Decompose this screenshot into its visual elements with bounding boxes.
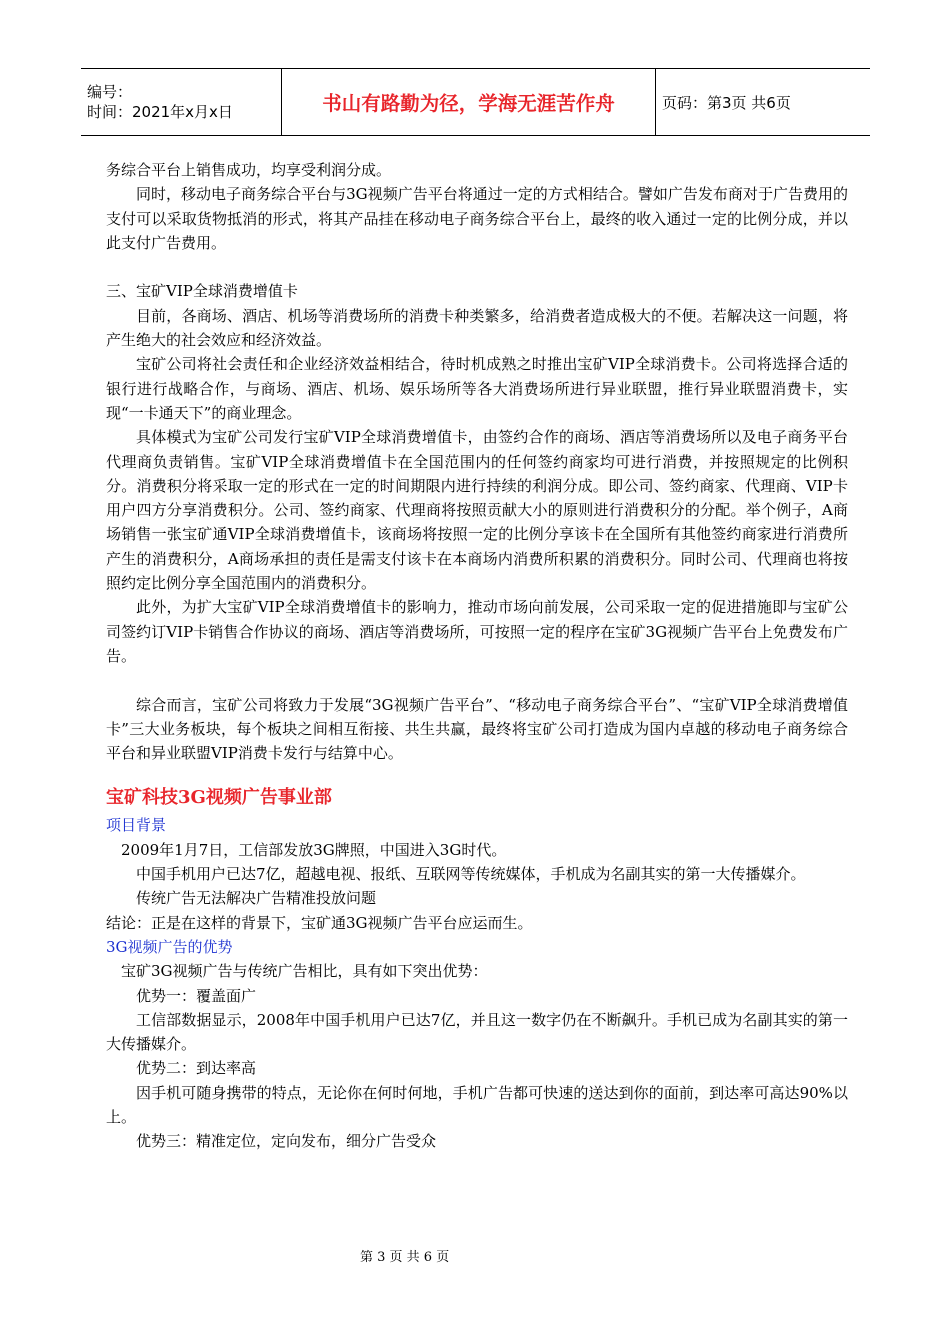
paragraph: 宝矿公司将社会责任和企业经济效益相结合，待时机成熟之时推出宝矿VIP全球消费卡。公司将选择合适的银行进行战略合作，与商场、酒店、机场、娱乐场所等各大消费场所进行异业联盟，推行异业联盟消费卡，实现“一卡通天下”的商业理念。 [106, 355, 848, 422]
paragraph: 宝矿3G视频广告与传统广告相比，具有如下突出优势： [121, 962, 488, 981]
paragraph: 因手机可随身携带的特点，无论你在何时何地，手机广告都可快速的送达到你的面前，到达率可高达90%以上。 [106, 1083, 848, 1126]
paragraph: 此外，为扩大宝矿VIP全球消费增值卡的影响力，推动市场向前发展，公司采取一定的促进措施即与宝矿公司签约订VIP卡销售合作协议的商场、酒店等消费场所，可按照一定的程序在宝矿3G视频广告平台上免费发布广告。 [106, 598, 848, 665]
paragraph: 具体模式为宝矿公司发行宝矿VIP全球消费增值卡，由签约合作的商场、酒店等消费场所以及电子商务平台代理商负责销售。宝矿VIP全球消费增值卡在全国范围内的任何签约商家均可进行消费，并按照规定的比例积分。消费积分将采取一定的形式在一定的时间期限内进行持续的利润分成。即公司、签约商家、代理商、VIP卡用户四方分享消费积分。公司、签约商家、代理商将按照贡献大小的原则进行消费积分的分配。举个例子，A商场销售一张宝矿通VIP全球消费增值卡，该商场将按照一定的比例分享该卡在全国所有其他签约商家进行消费所产生的消费积分，A商场承担的责任是需支付该卡在本商场内消费所积累的消费积分。同时公司、代理商也将按照约定比例分享全国范围内的消费积分。 [106, 428, 848, 593]
paragraph: 优势二：到达率高 [136, 1059, 257, 1078]
paragraph: 结论：正是在这样的背景下，宝矿通3G视频广告平台应运而生。 [106, 913, 533, 932]
paragraph: 同时，移动电子商务综合平台与3G视频广告平台将通过一定的方式相结合。譬如广告发布商对于广告费用的支付可以采取货物抵消的形式，将其产品挂在移动电子商务综合平台上，最终的收入通过一定的比例分成，并以此支付广告费用。 [106, 185, 848, 252]
paragraph: 工信部数据显示，2008年中国手机用户已达7亿，并且这一数字仍在不断飙升。手机已成为名副其实的第一大传播媒介。 [106, 1010, 848, 1054]
section-heading: 三、宝矿VIP全球消费增值卡 [106, 282, 298, 301]
document-body [106, 158, 848, 1154]
paragraph: 优势三：精准定位，定向发布，细分广告受众 [136, 1132, 437, 1151]
paragraph: 传统广告无法解决广告精准投放问题 [136, 889, 377, 908]
paragraph: 优势一：覆盖面广 [136, 986, 257, 1005]
background-heading: 项目背景 [106, 816, 167, 835]
time-label: 时间：2021年x月x日 [87, 103, 233, 121]
paragraph: 务综合平台上销售成功，均享受利润分成。 [106, 161, 392, 179]
paragraph: 2009年1月7日，工信部发放3G牌照，中国进入3G时代。 [121, 840, 507, 859]
paragraph: 目前，各商场、酒店、机场等消费场所的消费卡种类繁多，给消费者造成极大的不便。若解决这一问题，将产生绝大的社会效应和经济效益。 [106, 306, 848, 350]
page-footer: 第 3 页 共 6 页 [360, 1250, 450, 1265]
serial-label: 编号： [87, 83, 133, 101]
department-title: 宝矿科技3G视频广告事业部 [106, 787, 332, 809]
header-meta [81, 69, 281, 135]
header-motto: 书山有路勤为径，学海无涯苦作舟 [281, 69, 656, 135]
advantages-heading: 3G视频广告的优势 [106, 937, 233, 956]
paragraph: 中国手机用户已达7亿，超越电视、报纸、互联网等传统媒体，手机成为名副其实的第一大传播媒介。 [136, 865, 806, 884]
header-page-number: 页码：第3页 共6页 [662, 93, 791, 112]
paragraph: 综合而言，宝矿公司将致力于发展“3G视频广告平台”、“移动电子商务综合平台”、“宝矿VIP全球消费增值卡”三大业务板块，每个板块之间相互衔接、共生共赢，最终将宝矿公司打造成为国内卓越的移动电子商务综合平台和异业联盟VIP消费卡发行与结算中心。 [106, 695, 848, 763]
page-header [81, 68, 870, 136]
